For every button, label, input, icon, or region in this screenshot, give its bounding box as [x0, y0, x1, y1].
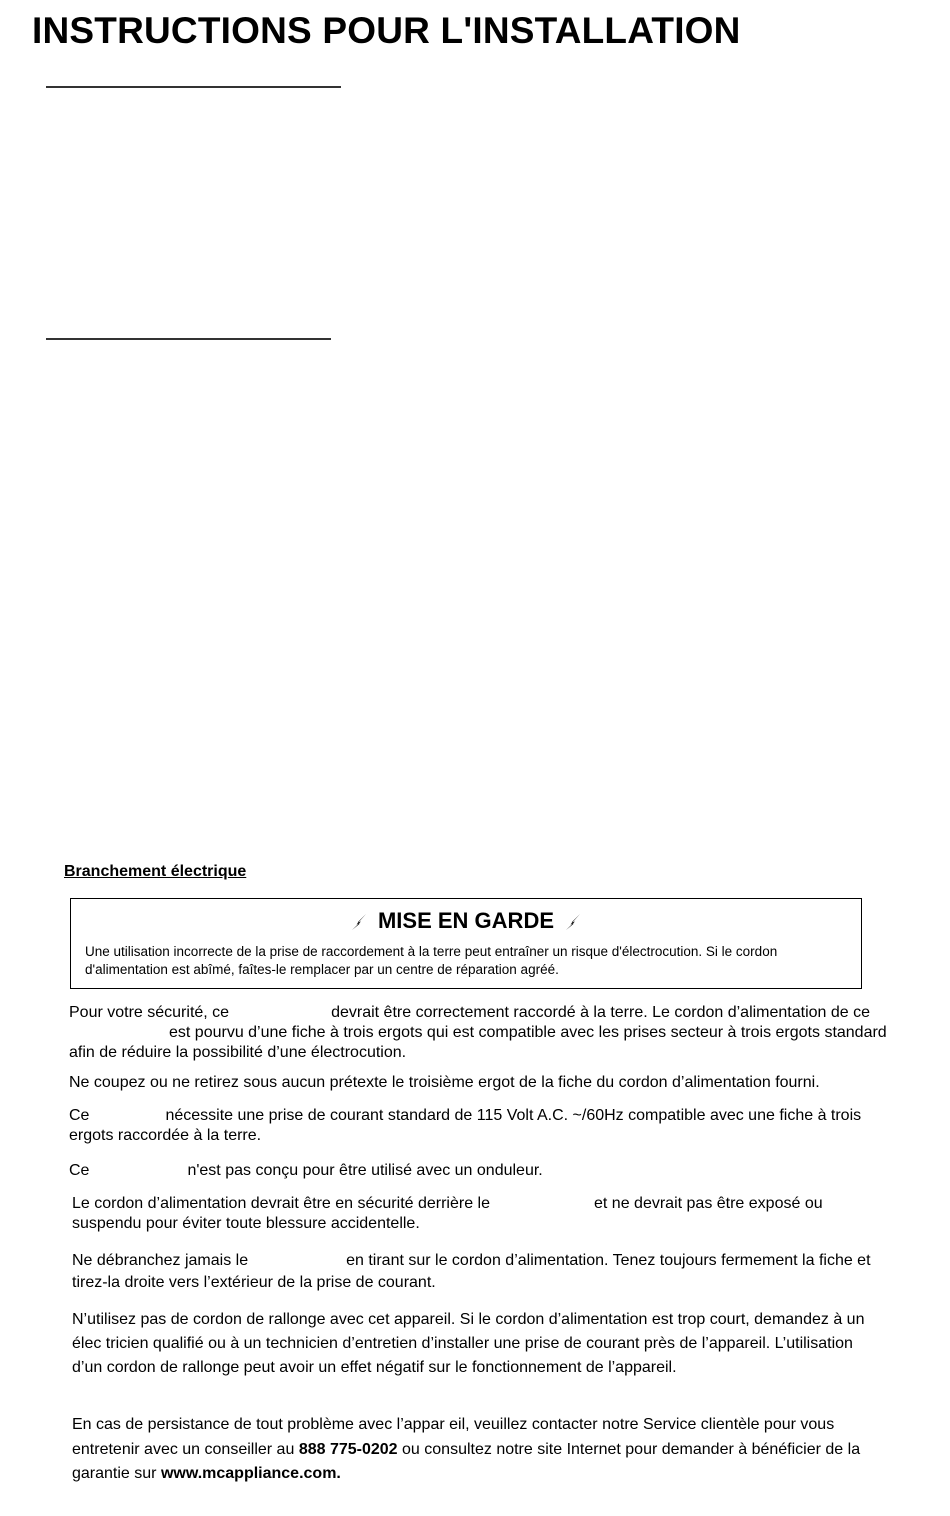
- divider: [46, 338, 331, 340]
- paragraph-customer-service: [72, 1413, 872, 1487]
- text-fragment: ou consultez notre site Internet pour demander à bénéficier de la garantie sur: [72, 1440, 861, 1482]
- text-fragment: En cas de persistance de tout problème avec l’appar eil, veuillez contacter notre Service clientèle pour vous entretenir avec un conseiller au: [72, 1416, 835, 1458]
- text-fragment: devrait être correctement raccordé à la terre. Le cordon d’alimentation de ce: [331, 1004, 871, 1021]
- text-fragment: Pour votre sécurité, ce: [69, 1004, 230, 1021]
- text-fragment: Ce: [69, 1107, 90, 1124]
- section-heading: Branchement électrique: [64, 863, 247, 880]
- warning-title: MISE EN GARDE: [377, 908, 555, 933]
- paragraph-grounding: [69, 1003, 904, 1063]
- text-fragment: et ne devrait pas être exposé ou suspendu pour éviter toute blessure accidentelle.: [72, 1195, 823, 1232]
- text-fragment: Le cordon d’alimentation devrait être en sécurité derrière le: [72, 1195, 491, 1212]
- paragraph-cord-position: [72, 1194, 892, 1234]
- phone-number: 888 775-0202: [298, 1440, 398, 1458]
- lightning-bolt-icon: [563, 912, 583, 932]
- paragraph-extension-cord: N’utilisez pas de cordon de rallonge avec cet appareil. Si le cordon d’alimentation est trop court, demandez à un élec tricien qualifié ou à un technicien d’entretien d’installer une prise de courant près de l’appareil. L’utilisation d’un cordon de rallonge peut avoir un effet négatif sur le fonctionnement de l’appareil.: [72, 1311, 865, 1376]
- paragraph-unplugging: [72, 1250, 892, 1294]
- text-fragment: est pourvu d’une fiche à trois ergots qui est compatible avec les prises secteur à trois ergots standard afin de réduire la possibilité d’une électrocution.: [69, 1024, 887, 1061]
- text-fragment: Ne débranchez jamais le: [72, 1252, 249, 1269]
- text-fragment: nécessite une prise de courant standard de 115 Volt A.C. ~/60Hz compatible avec une fiche à trois ergots raccordée à la terre.: [69, 1107, 862, 1144]
- text-fragment: en tirant sur le cordon d’alimentation. Tenez toujours fermement la fiche et tirez-la droite vers l’extérieur de la prise de courant.: [72, 1252, 871, 1291]
- page-title: INSTRUCTIONS POUR L'INSTALLATION: [32, 10, 741, 51]
- paragraph-outlet-requirement: [69, 1106, 889, 1146]
- text-fragment: n'est pas conçu pour être utilisé avec un onduleur.: [187, 1162, 543, 1179]
- warning-heading: [71, 908, 861, 934]
- divider: [46, 86, 341, 88]
- paragraph-third-prong: Ne coupez ou ne retirez sous aucun prétexte le troisième ergot de la fiche du cordon d’alimentation fourni.: [69, 1074, 820, 1091]
- text-fragment: Ce: [69, 1162, 90, 1179]
- warning-box: [70, 898, 862, 989]
- paragraph-inverter: [69, 1161, 889, 1181]
- website-link[interactable]: www.mcappliance.com.: [160, 1465, 341, 1482]
- lightning-bolt-icon: [349, 912, 369, 932]
- warning-text: Une utilisation incorrecte de la prise de raccordement à la terre peut entraîner un risque d'électrocution. Si le cordon d'alimentation est abîmé, faîtes-le remplacer par un centre de réparation agréé.: [85, 944, 778, 977]
